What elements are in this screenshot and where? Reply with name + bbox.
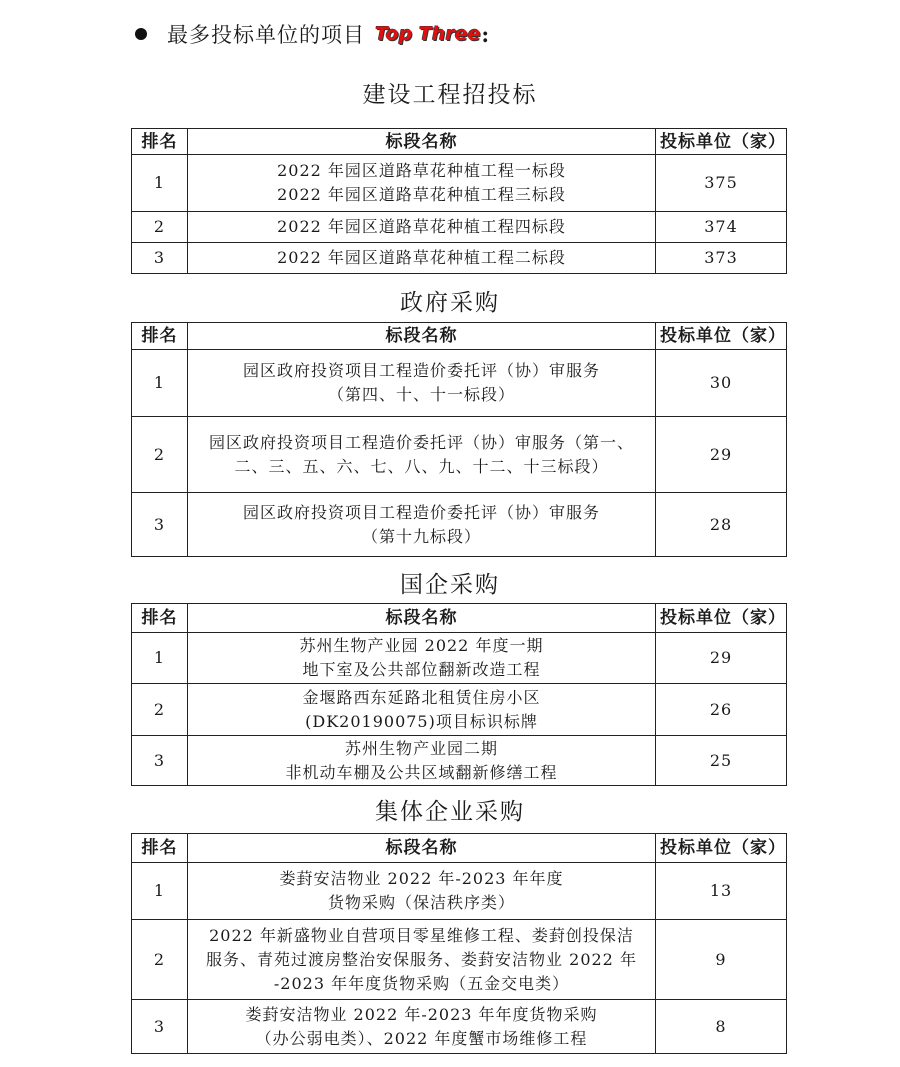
rank-cell: 1 bbox=[132, 350, 188, 417]
table-header-row bbox=[132, 323, 787, 350]
bullet-icon bbox=[135, 28, 147, 40]
name-line: -2023 年年度货物采购（五金交电类） bbox=[273, 973, 570, 993]
rank-cell: 3 bbox=[132, 1000, 188, 1054]
header-rank: 排名 bbox=[132, 834, 188, 863]
name-line: 非机动车棚及公共区域翻新修缮工程 bbox=[285, 762, 558, 782]
table-row bbox=[132, 243, 787, 274]
rank-cell: 2 bbox=[132, 920, 188, 1000]
table-collective bbox=[131, 833, 787, 1054]
name-cell bbox=[188, 863, 656, 920]
header-name: 标段名称 bbox=[188, 323, 656, 350]
name-line: 金堰路西东延路北租赁住房小区 bbox=[302, 687, 541, 707]
rank-cell: 3 bbox=[132, 736, 188, 786]
name-cell bbox=[188, 736, 656, 786]
table-row bbox=[132, 736, 787, 786]
name-cell bbox=[188, 212, 656, 243]
page-heading bbox=[135, 18, 489, 50]
header-name: 标段名称 bbox=[188, 834, 656, 863]
name-cell bbox=[188, 155, 656, 212]
name-line: 娄葑安洁物业 2022 年-2023 年年度 bbox=[279, 869, 564, 888]
name-line: （办公弱电类）、2022 年度蟹市场维修工程 bbox=[255, 1028, 588, 1048]
count-cell: 30 bbox=[656, 350, 787, 417]
table-row bbox=[132, 155, 787, 212]
count-cell: 13 bbox=[656, 863, 787, 920]
count-cell: 375 bbox=[656, 155, 787, 212]
table-row bbox=[132, 417, 787, 493]
table-row bbox=[132, 350, 787, 417]
name-line: 货物采购（保洁秩序类） bbox=[327, 893, 515, 912]
table-row bbox=[132, 212, 787, 243]
count-cell: 373 bbox=[656, 243, 787, 274]
table-row bbox=[132, 633, 787, 684]
header-rank: 排名 bbox=[132, 129, 188, 155]
name-line: 地下室及公共部位翻新改造工程 bbox=[302, 660, 541, 679]
count-cell: 28 bbox=[656, 493, 787, 557]
name-line: 苏州生物产业园 2022 年度一期 bbox=[299, 636, 544, 655]
name-line: 2022 年园区道路草花种植工程四标段 bbox=[277, 217, 566, 236]
header-count: 投标单位（家） bbox=[656, 604, 787, 633]
table-header-row bbox=[132, 834, 787, 863]
name-line: 服务、青苑过渡房整治安保服务、娄葑安洁物业 2022 年 bbox=[206, 949, 637, 969]
name-line: （第四、十、十一标段） bbox=[327, 385, 515, 404]
top-three-label: Top Three bbox=[375, 23, 481, 45]
table-construction bbox=[131, 128, 787, 274]
count-cell: 9 bbox=[656, 920, 787, 1000]
name-cell bbox=[188, 1000, 656, 1054]
table-row bbox=[132, 1000, 787, 1054]
name-line: 2022 年园区道路草花种植工程二标段 bbox=[277, 248, 566, 267]
name-cell bbox=[188, 920, 656, 1000]
name-line: 2022 年园区道路草花种植工程一标段 bbox=[277, 161, 566, 180]
table-header-row bbox=[132, 129, 787, 155]
rank-cell: 1 bbox=[132, 155, 188, 212]
name-cell bbox=[188, 633, 656, 684]
rank-cell: 1 bbox=[132, 863, 188, 920]
table-row bbox=[132, 920, 787, 1000]
name-line: (DK20190075)项目标识标牌 bbox=[305, 711, 538, 731]
table-header-row bbox=[132, 604, 787, 633]
header-count: 投标单位（家） bbox=[656, 323, 787, 350]
name-line: 园区政府投资项目工程造价委托评（协）审服务 bbox=[242, 361, 600, 380]
rank-cell: 2 bbox=[132, 417, 188, 493]
table-row bbox=[132, 684, 787, 736]
name-cell bbox=[188, 493, 656, 557]
header-count: 投标单位（家） bbox=[656, 834, 787, 863]
section-title-construction: 建设工程招投标 bbox=[362, 82, 538, 108]
name-line: 园区政府投资项目工程造价委托评（协）审服务 bbox=[242, 502, 600, 522]
count-cell: 26 bbox=[656, 684, 787, 736]
name-line: 二、三、五、六、七、八、九、十二、十三标段） bbox=[234, 456, 609, 476]
table-soe bbox=[131, 603, 787, 786]
count-cell: 374 bbox=[656, 212, 787, 243]
section-title-collective: 集体企业采购 bbox=[375, 799, 525, 825]
heading-text: 最多投标单位的项目 bbox=[167, 23, 365, 47]
count-cell: 8 bbox=[656, 1000, 787, 1054]
section-title-soe: 国企采购 bbox=[400, 572, 500, 598]
rank-cell: 3 bbox=[132, 493, 188, 557]
rank-cell: 2 bbox=[132, 684, 188, 736]
name-line: 园区政府投资项目工程造价委托评（协）审服务（第一、 bbox=[208, 432, 634, 452]
header-rank: 排名 bbox=[132, 323, 188, 350]
name-cell bbox=[188, 417, 656, 493]
rank-cell: 2 bbox=[132, 212, 188, 243]
count-cell: 29 bbox=[656, 633, 787, 684]
table-row bbox=[132, 863, 787, 920]
table-government bbox=[131, 322, 787, 557]
count-cell: 25 bbox=[656, 736, 787, 786]
count-cell: 29 bbox=[656, 417, 787, 493]
section-title-government: 政府采购 bbox=[400, 290, 500, 316]
name-cell bbox=[188, 350, 656, 417]
heading-colon: : bbox=[481, 21, 490, 47]
name-line: （第十九标段） bbox=[361, 526, 481, 546]
header-name: 标段名称 bbox=[188, 604, 656, 633]
header-count: 投标单位（家） bbox=[656, 129, 787, 155]
name-line: 苏州生物产业园二期 bbox=[344, 738, 498, 758]
rank-cell: 1 bbox=[132, 633, 188, 684]
rank-cell: 3 bbox=[132, 243, 188, 274]
name-cell bbox=[188, 684, 656, 736]
name-line: 2022 年园区道路草花种植工程三标段 bbox=[277, 185, 566, 204]
name-cell bbox=[188, 243, 656, 274]
header-rank: 排名 bbox=[132, 604, 188, 633]
table-row bbox=[132, 493, 787, 557]
header-name: 标段名称 bbox=[188, 129, 656, 155]
name-line: 2022 年新盛物业自营项目零星维修工程、娄葑创投保洁 bbox=[209, 925, 634, 945]
name-line: 娄葑安洁物业 2022 年-2023 年年度货物采购 bbox=[245, 1004, 598, 1024]
